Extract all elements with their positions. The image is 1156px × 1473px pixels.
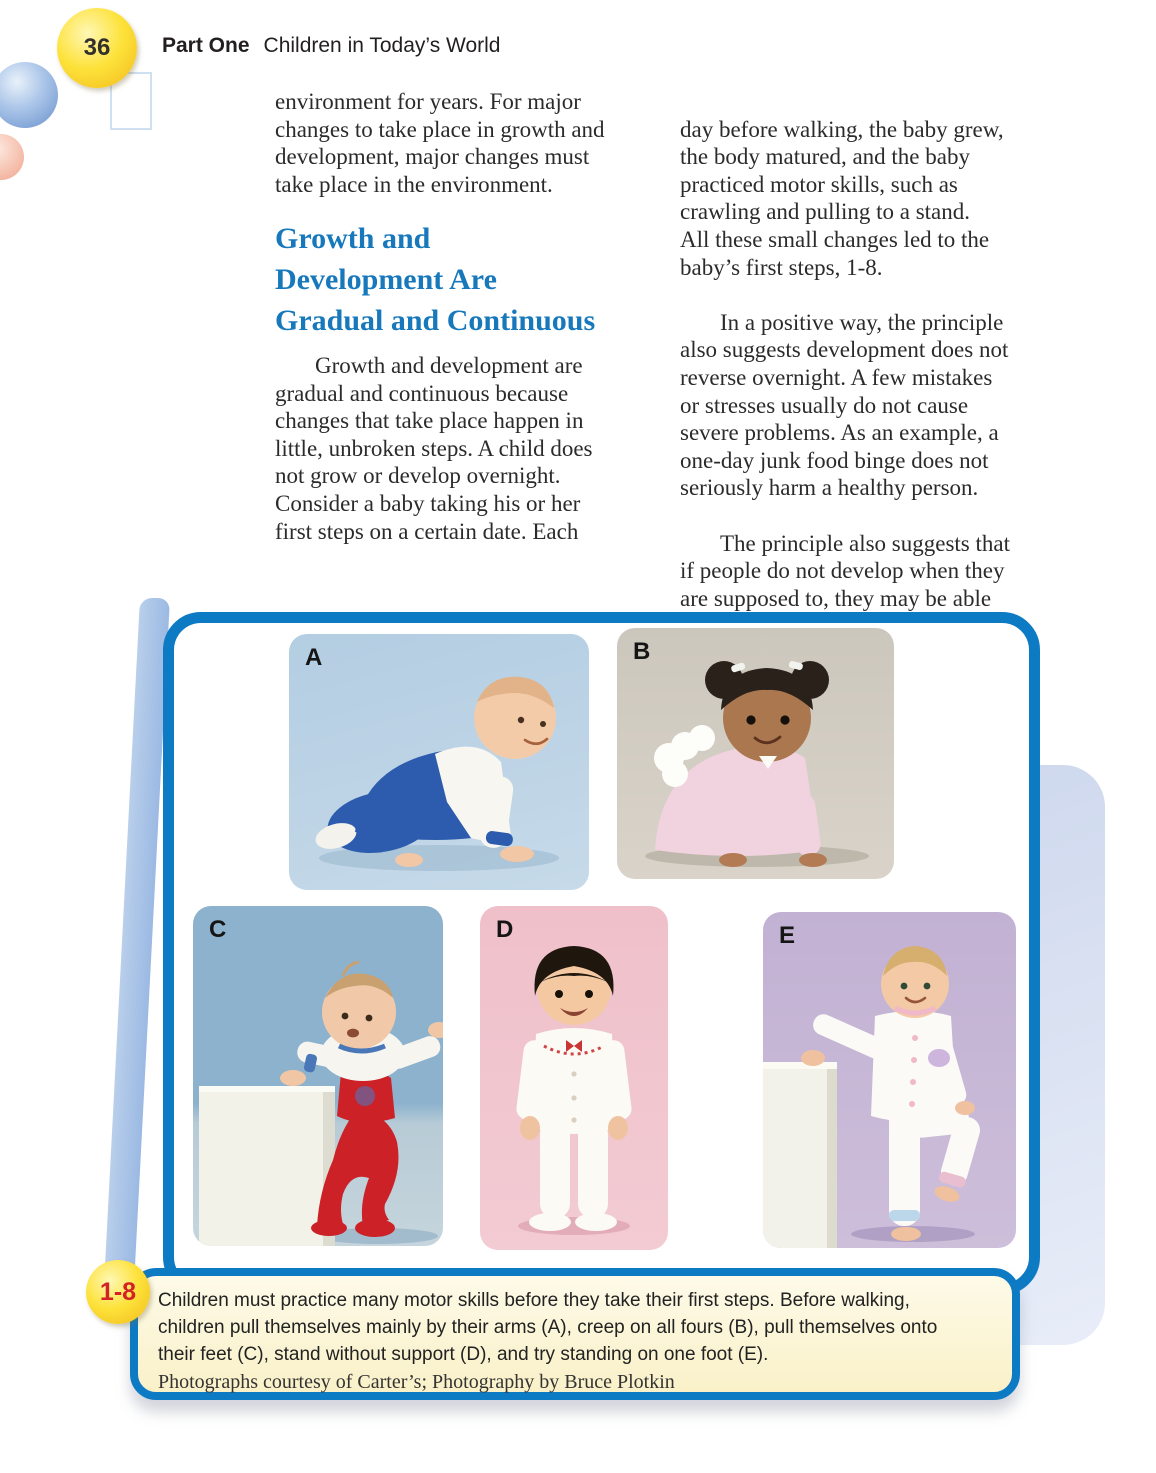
photo-label-e: E bbox=[779, 922, 796, 949]
figure-number-badge bbox=[86, 1260, 150, 1324]
figure-photo-c bbox=[193, 906, 443, 1246]
page-number-badge bbox=[57, 8, 137, 88]
right-column bbox=[680, 88, 1080, 640]
figure-photo-d bbox=[480, 906, 668, 1250]
left-column-paragraph-2: Growth and development are gradual and continuous because changes that take place happen in little, unbroken steps. A child does not grow or develop overnight. Consider a baby taking his or her first steps on a certain date. Each bbox=[275, 353, 593, 544]
photo-label-c: C bbox=[209, 916, 227, 943]
right-column-paragraph-1: day before walking, the baby grew, the body matured, and the baby practiced motor skills, such as crawling and pulling to a stand. All these small changes led to the baby’s first steps, 1-8. bbox=[680, 116, 1004, 280]
part-label: Part One bbox=[162, 34, 250, 57]
figure-number: 1-8 bbox=[99, 1277, 137, 1306]
figure-caption-box bbox=[130, 1268, 1020, 1400]
baby-standing-illustration bbox=[480, 906, 668, 1250]
book-title: Children in Today’s World bbox=[263, 34, 501, 57]
figure-frame bbox=[163, 612, 1040, 1295]
section-heading: Growth and Development Are Gradual and Continuous bbox=[275, 222, 596, 337]
right-column-paragraph-3: The principle also suggests that if people do not develop when they are supposed to, they may be able bbox=[680, 530, 1010, 611]
baby-creeping-illustration bbox=[617, 628, 894, 879]
right-column-paragraph-2: In a positive way, the principle also suggests development does not reverse overnight. A few mistakes or stresses usually do not cause severe problems. As an example, a one-day junk food binge does not seriously harm a healthy person. bbox=[680, 309, 1009, 501]
page-number: 36 bbox=[83, 34, 111, 61]
decorative-blue-ball bbox=[0, 62, 58, 128]
figure-photo-credit: Photographs courtesy of Carter’s; Photography by Bruce Plotkin bbox=[158, 1371, 675, 1393]
photo-label-a: A bbox=[305, 644, 323, 671]
left-column-paragraph-1: environment for years. For major changes to take place in growth and development, major changes must take place in the environment. bbox=[275, 89, 605, 197]
baby-crawling-illustration bbox=[289, 634, 589, 890]
photo-label-d: D bbox=[496, 916, 514, 943]
running-head bbox=[162, 34, 501, 58]
baby-one-foot-illustration bbox=[763, 912, 1016, 1248]
figure-left-accent-band bbox=[104, 598, 170, 1290]
figure-photo-e bbox=[763, 912, 1016, 1248]
figure-caption: Children must practice many motor skills before they take their first steps. Before walking, children pull themselves mainly by their arms (A), creep on all fours (B), pull themselves onto their feet (C), stand without support (D), and try standing on one foot (E). bbox=[158, 1290, 938, 1365]
figure-photo-b bbox=[617, 628, 894, 879]
decorative-pink-ball bbox=[0, 134, 24, 180]
baby-pulling-up-illustration bbox=[193, 906, 443, 1246]
photo-label-b: B bbox=[633, 638, 651, 665]
figure-photo-a bbox=[289, 634, 589, 890]
